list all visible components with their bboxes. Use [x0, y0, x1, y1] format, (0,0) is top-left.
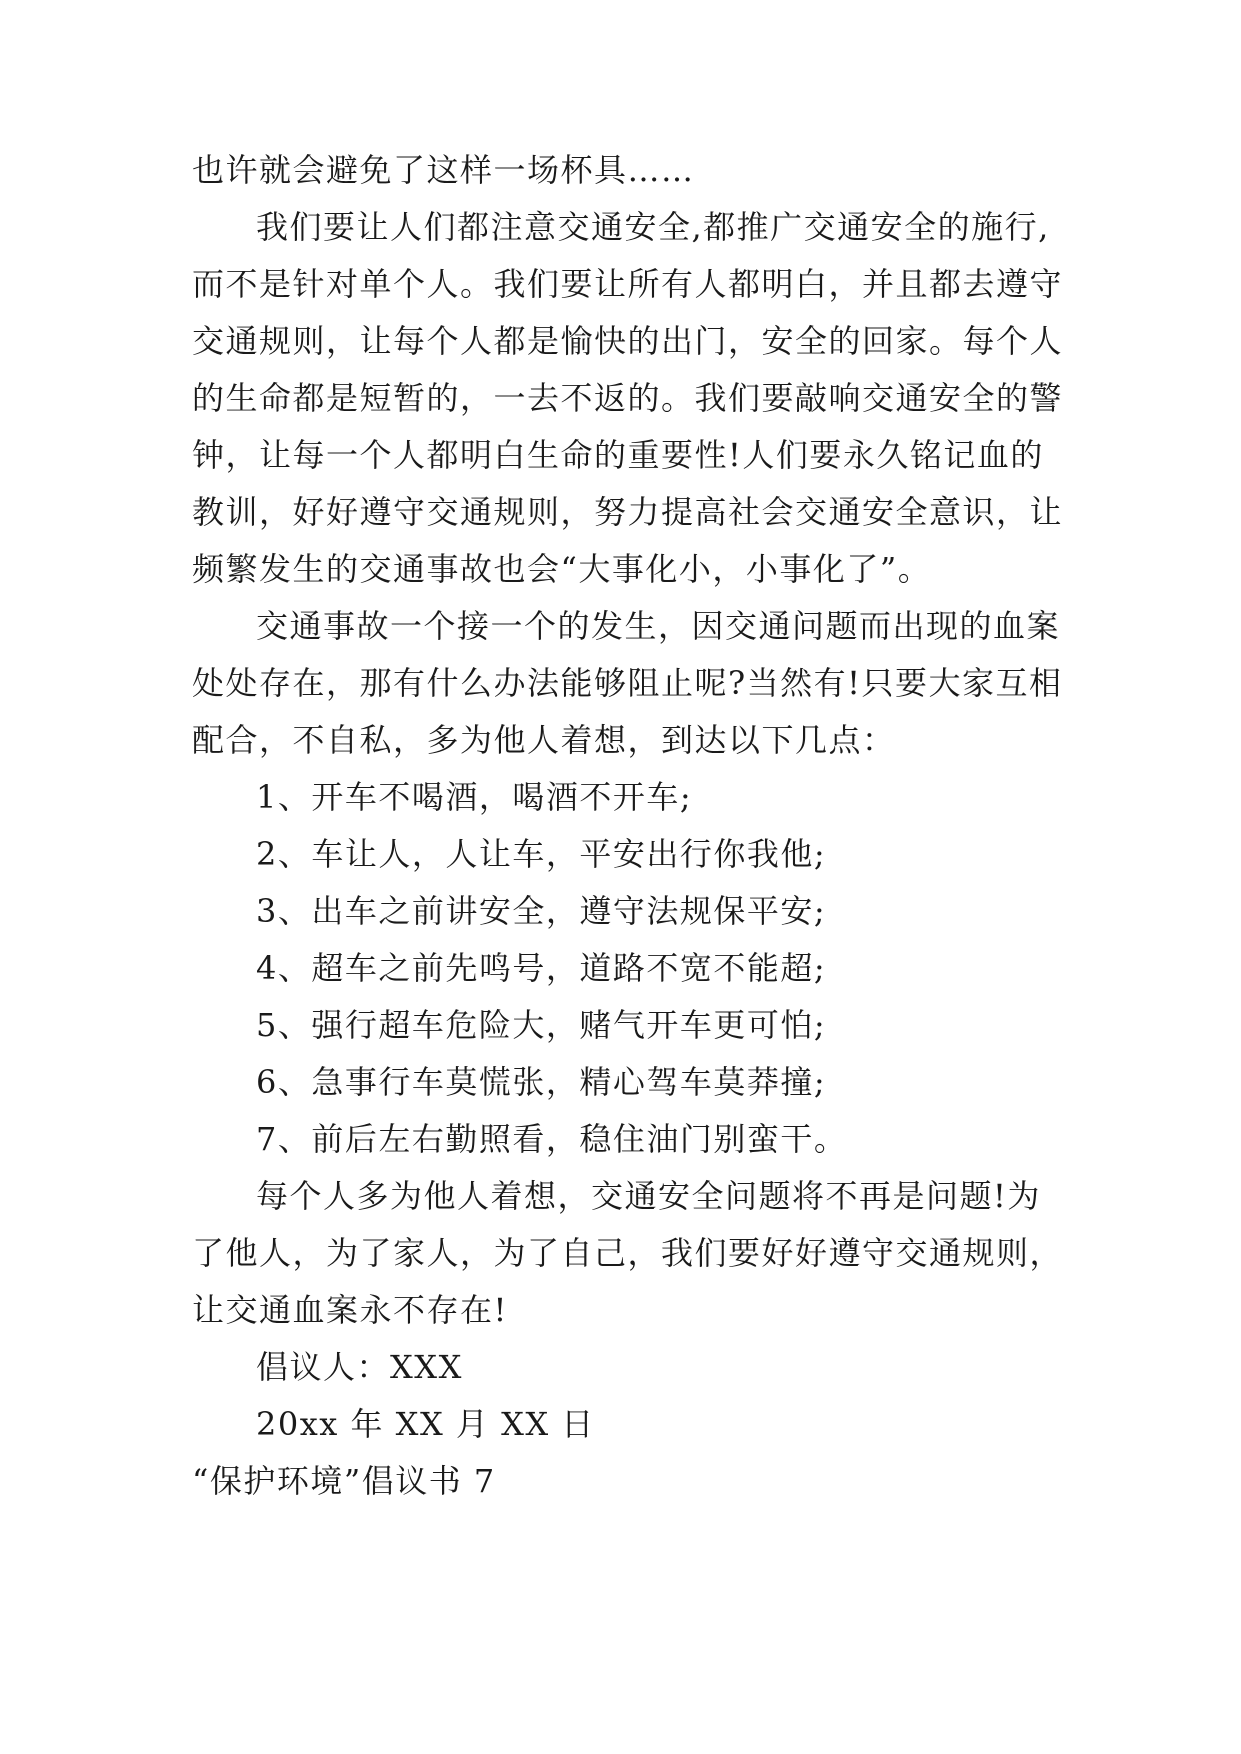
paragraph-start: 我们要让人们都注意交通安全,都推广交通安全的施行,: [256, 208, 1050, 246]
list-item: 3、出车之前讲安全，遵守法规保平安;: [256, 892, 827, 930]
text-line: 而不是针对单个人。我们要让所有人都明白，并且都去遵守: [192, 265, 1064, 303]
list-item: 7、前后左右勤照看，稳住油门别蛮干。: [256, 1120, 848, 1158]
paragraph-start: 每个人多为他人着想，交通安全问题将不再是问题!为: [256, 1177, 1041, 1215]
paragraph-start: 交通事故一个接一个的发生，因交通问题而出现的血案: [256, 607, 1061, 645]
text-line: 处处存在，那有什么办法能够阻止呢?当然有!只要大家互相: [192, 664, 1063, 702]
list-item: 6、急事行车莫慌张，精心驾车莫莽撞;: [256, 1063, 827, 1101]
text-line: 的生命都是短暂的，一去不返的。我们要敲响交通安全的警: [192, 379, 1064, 417]
list-item: 1、开车不喝酒，喝酒不开车;: [256, 778, 693, 816]
list-item: 2、车让人，人让车，平安出行你我他;: [256, 835, 827, 873]
text-line: 钟，让每一个人都明白生命的重要性!人们要永久铭记血的: [192, 436, 1044, 474]
text-line: 配合，不自私，多为他人着想，到达以下几点：: [192, 721, 896, 759]
proposer-signature: 倡议人：XXX: [256, 1348, 463, 1386]
list-item: 4、超车之前先鸣号，道路不宽不能超;: [256, 949, 827, 987]
text-line: 让交通血案永不存在!: [192, 1291, 508, 1329]
next-section-heading: “保护环境”倡议书 7: [192, 1462, 496, 1500]
text-line: 了他人，为了家人，为了自己，我们要好好遵守交通规则，: [192, 1234, 1064, 1272]
text-line: 教训，好好遵守交通规则，努力提高社会交通安全意识，让: [192, 493, 1064, 531]
document-date: 20xx 年 XX 月 XX 日: [256, 1405, 595, 1443]
text-line: 频繁发生的交通事故也会“大事化小，小事化了”。: [192, 550, 932, 588]
text-line: 也许就会避免了这样一场杯具……: [192, 151, 695, 189]
text-line: 交通规则，让每个人都是愉快的出门，安全的回家。每个人: [192, 322, 1064, 360]
list-item: 5、强行超车危险大，赌气开车更可怕;: [256, 1006, 827, 1044]
